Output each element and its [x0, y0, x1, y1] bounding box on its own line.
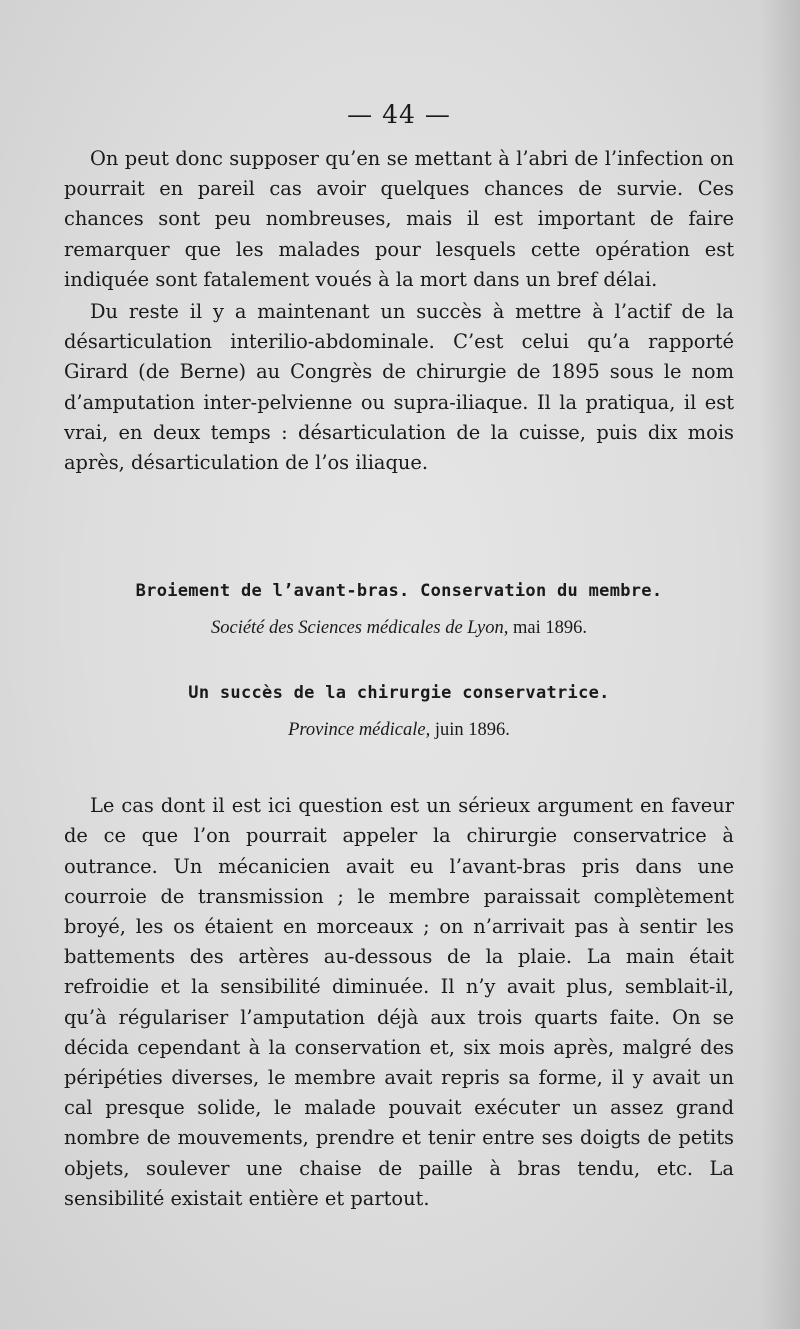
- page-edge-shadow: [760, 0, 800, 1329]
- source-line-lyon: [64, 615, 734, 641]
- paragraph-girard: Du reste il y a maintenant un succès à mettre à l’actif de la désarticulation interilio-abdominale. C’est celui qu’a rapporté Girard (de Berne) au Congrès de chirurgie de 1895 sous le nom d’amputation inter-pelvienne ou supra-iliaque. Il la pratiqua, il est vrai, en deux temps : désarticulation de la cuisse, puis dix mois après, désarticulation de l’os iliaque.: [64, 300, 734, 475]
- source-date-lyon: mai 1896.: [508, 618, 588, 639]
- text-column: [64, 100, 734, 1214]
- section-title-succes: Un succès de la chirurgie conservatrice.: [188, 683, 610, 704]
- source-date-province: juin 1896.: [430, 720, 510, 741]
- source-journal-province: Province médicale,: [288, 720, 431, 741]
- section-title-broiement: Broiement de l’avant-bras. Conservation du membre.: [135, 581, 663, 602]
- source-journal-lyon: Société des Sciences médicales de Lyon,: [210, 618, 509, 639]
- page-number: — 44 —: [347, 100, 451, 129]
- paragraph-case: Le cas dont il est ici question est un sérieux argument en faveur de ce que l’on pourrait appeler la chirurgie conservatrice à outrance. Un mécanicien avait eu l’avant-bras pris dans une courroie de transmission ; le membre paraissait complètement broyé, les os étaient en morceaux ; on n’arrivait pas à sentir les battements des artères au-dessous de la plaie. La main était refroidie et la sensibilité diminuée. Il n’y avait plus, semblait-il, qu’à régulariser l’amputation déjà aux trois quarts faite. On se décida cependant à la conservation et, six mois après, malgré des péripéties diverses, le membre avait repris sa forme, il y avait un cal presque solide, le malade pouvait exécuter un assez grand nombre de mouvements, prendre et tenir entre ses doigts de petits objets, soulever une chaise de paille à bras tendu, etc. La sensibilité existait entière et partout.: [64, 794, 734, 1210]
- paragraph-infection: On peut donc supposer qu’en se mettant à l’abri de l’infection on pourrait en pareil cas avoir quelques chances de survie. Ces chances sont peu nombreuses, mais il est important de faire remarquer que les malades pour lesquels cette opération est indiquée sont fatalement voués à la mort dans un bref délai.: [64, 147, 734, 291]
- source-line-province: [64, 717, 734, 743]
